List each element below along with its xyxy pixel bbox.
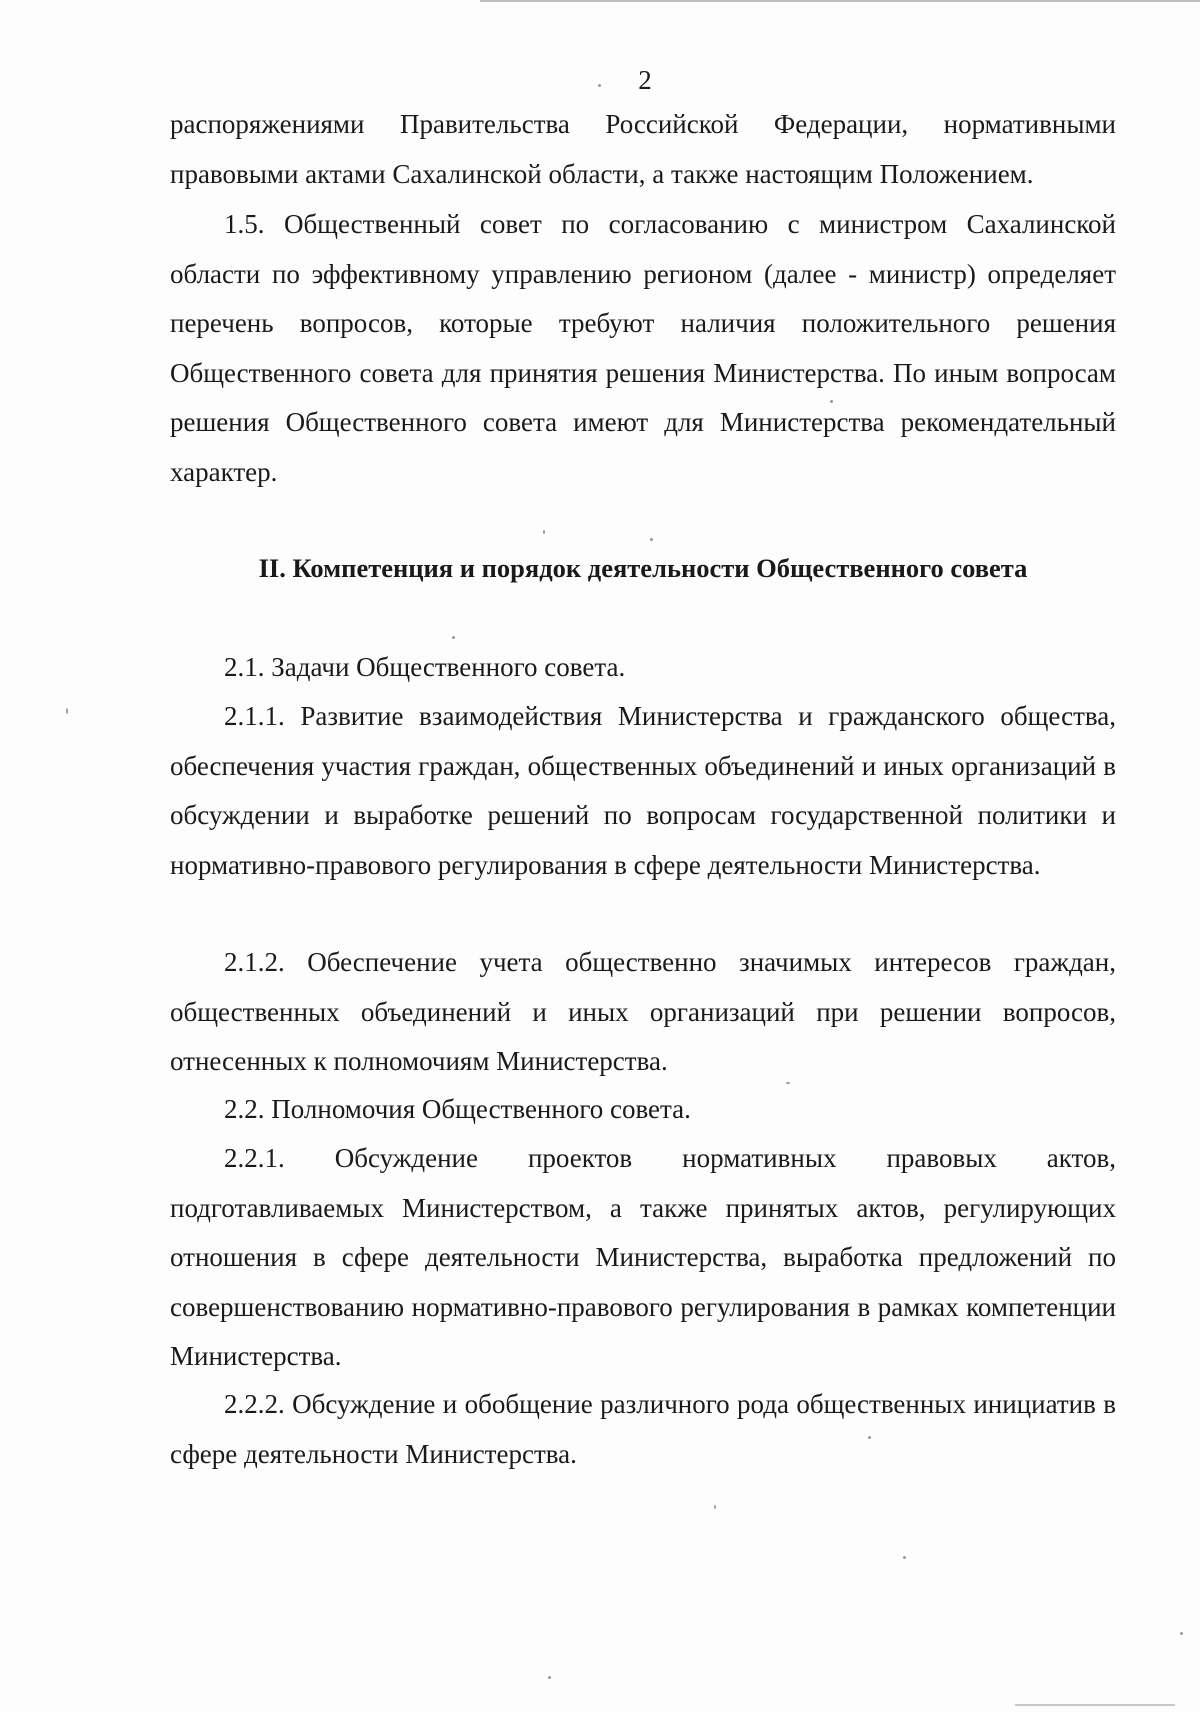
scan-speck [786, 1082, 790, 1084]
scan-edge-line-bottom [1015, 1704, 1175, 1706]
scan-speck [714, 1505, 716, 1509]
scan-speck [598, 84, 601, 87]
section-heading: II. Компетенция и порядок деятельности Общественного совета [258, 553, 1028, 583]
scan-speck [830, 400, 833, 403]
scan-speck [543, 530, 545, 534]
paragraph-2-2-1: 2.2.1. Обсуждение проектов нормативных правовых актов, подготавливаемых Министерством, а также принятых актов, регулирующих отношения в сфере деятельности Министерства, выработка предложений по совершенствованию нормативно-правового регулирования в рамках компетенции Министерства. [170, 1143, 1116, 1371]
scan-speck [66, 708, 68, 714]
scan-speck [868, 1436, 871, 1439]
paragraph-2-2: 2.2. Полномочия Общественного совета. [224, 1094, 691, 1124]
paragraph-continuation: распоряжениями Правительства Российской Федерации, нормативными правовыми актами Сахалинской области, а также настоящим Положением. [170, 109, 1116, 189]
page-number: 2 [638, 65, 652, 95]
scan-speck [548, 1676, 551, 1679]
paragraph-2-1-1: 2.1.1. Развитие взаимодействия Министерства и гражданского общества, обеспечения участия граждан, общественных объединений и иных организаций в обсуждении и выработке решений по вопросам государственной политики и нормативно-правового регулирования в сфере деятельности Министерства. [170, 701, 1116, 880]
scan-speck [903, 1556, 906, 1559]
paragraph-1-5: 1.5. Общественный совет по согласованию с министром Сахалинской области по эффективному управлению регионом (далее - министр) определяет перечень вопросов, которые требуют наличия положительного решения Общественного совета для принятия решения Министерства. По иным вопросам решения Общественного совета имеют для Министерства рекомендательный характер. [170, 209, 1116, 487]
scan-edge-line [480, 0, 1200, 2]
scan-speck [452, 636, 455, 639]
scan-speck [1180, 1632, 1183, 1635]
scan-speck [650, 538, 653, 541]
paragraph-2-2-2: 2.2.2. Обсуждение и обобщение различного рода общественных инициатив в сфере деятельности Министерства. [170, 1389, 1116, 1469]
paragraph-2-1-2: 2.1.2. Обеспечение учета общественно значимых интересов граждан, общественных объединений и иных организаций при решении вопросов, отнесенных к полномочиям Министерства. [170, 947, 1116, 1076]
paragraph-2-1: 2.1. Задачи Общественного совета. [224, 652, 626, 682]
